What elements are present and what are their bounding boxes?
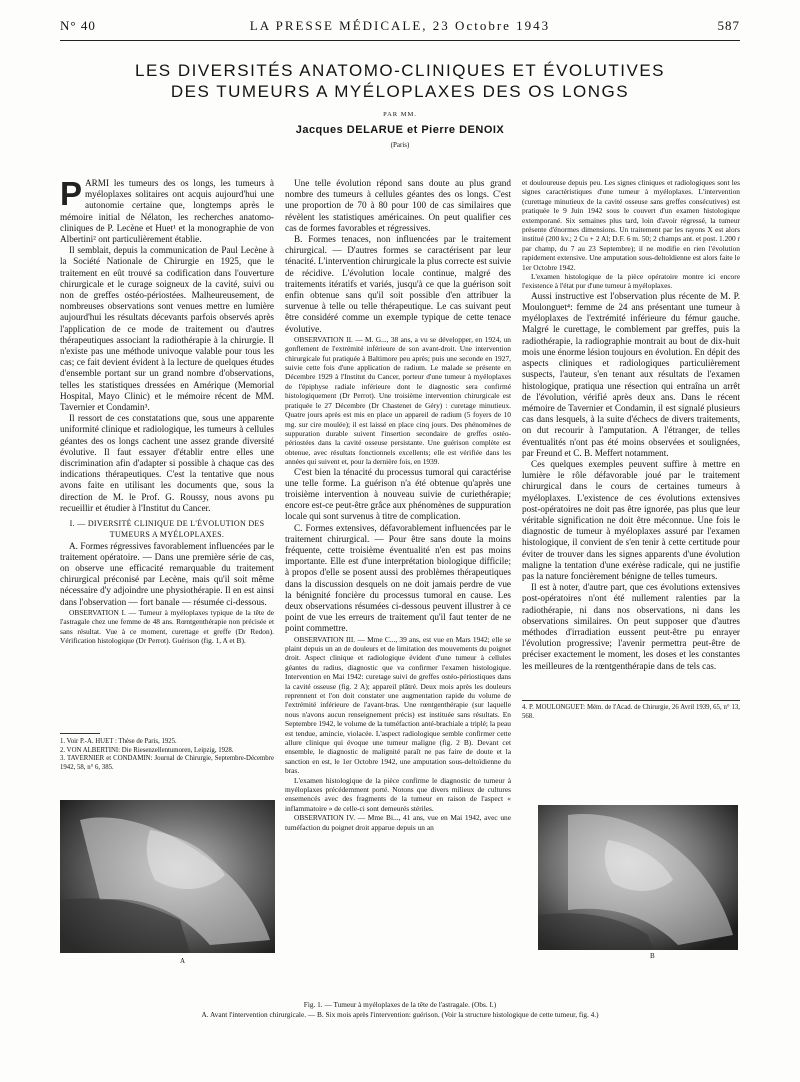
- observation-2: OBSERVATION II. — M. G..., 38 ans, a vu se développer, en 1924, un gonflement de l'extrémité inférieure de son avant-droit. Une intervention chirurgicale fut pratiquée à Baltimore peu après; puis une seconde en 1927, suivie cette fois d'une application de radium. Le malade se présente en Décembre 1929 à l'Institut du Cancer, porteur d'une tumeur à myéloplaxes de l'épiphyse radiale inférieure dont le diagnostic sera confirmé histologiquement (Dr Perrot). Une troisième intervention chirurgicale est pratiquée le 27 Décembre (Dr Chastenet de Géry) : curetage minutieux. Quatre jours après est mis en place un appareil de radium (5 foyers de 10 mg. sur cire moulée); il est laissé en place cinq jours. Des phénomènes de suppuration durable suivent l'insertion secondaire de greffes ostéo-périostées dans la cavité osseuse persistante. Une guérison complète est obtenue, avec résultats fonctionnels excellents; elle est vérifiée dans les années qui suivent et, pour la dernière fois, en 1939.: [285, 334, 511, 467]
- paragraph: Ces quelques exemples peuvent suffire à mettre en lumière le rôle défavorable joué par le traitement chirurgical dans le cours de certaines tumeurs à myéloplaxes. L'existence de ces évolutions extensives post-opératoires ne doit pas être ignorée, pas plus que leur véritable signification ne doit être méconnue. Une fois le diagnostic de tumeur à myéloplaxes assuré par l'examen histologique, il convient de s'en tenir à cette certitude pour éviter de trouver dans les signes apparents d'une évolution maligne la tentation d'une exérèse radicale, qui ne justifie pas la nature foncièrement bénigne de telles tumeurs.: [522, 458, 740, 581]
- title-line-1: LES DIVERSITÉS ANATOMO-CLINIQUES ET ÉVOLUTIVES: [134, 61, 665, 80]
- authors: Jacques DELARUE et Pierre DENOIX: [295, 124, 505, 136]
- figure-label-b: B: [650, 952, 655, 960]
- page-number: 587: [717, 18, 740, 33]
- caption-line-1: Fig. 1. — Tumeur à myéloplaxes de la tête de l'astragale. (Obs. I.): [303, 1000, 497, 1009]
- observation-3: OBSERVATION III. — Mme C..., 39 ans, est vue en Mars 1942; elle se plaint depuis un an de douleurs et de limitation des mouvements du poignet droit. Aspect clinique et radiologique évident d'une tumeur à cellules géantes du radius, diagnostic que va confirmer l'examen histologique. Intervention en Mai 1942: curetage suivi de greffes ostéo-périostiques dans la cavité osseuse (fig. 2 A); appareil plâtré. Deux mois après les douleurs reprennent et l'on doit constater une augmentation rapide du volume de l'extrémité inférieure de l'avant-bras. Une rœntgenthérapie (sur laquelle nous n'avons aucun renseignement précis) est instituée sans résultats. En Septembre 1942, le volume de la tuméfaction anté-brachiale a triplé; la peau est tendue, amincie, violacée. L'aspect radiologique semble confirmer cette allure clinique qui évoque une tumeur maligne (fig. 2 B). Devant cet ensemble, le diagnostic de malignité paraît ne pas faire de doute et la sanction en est, le 1er Octobre 1942, une amputation sous-deltoïdienne du bras.: [285, 634, 511, 776]
- paragraph: Il ressort de ces constatations que, sous une apparente uniformité clinique et radiologique, les tumeurs à cellules géantes des os longs cachent une assez grande diversité évolutive. Il faut essayer d'établir entre elles une discrimination afin d'adapter si possible à chaque cas des indications thérapeutiques. C'est la tentative que nous avons faite en utilisant les documents que, sous la direction de M. le Prof. G. Roussy, nous avons pu recueillir et étudier à l'Institut du Cancer.: [60, 413, 274, 513]
- article-title: [60, 60, 740, 102]
- caption-line-2: A. Avant l'intervention chirurgicale. — B. Six mois après l'intervention: guérison. (Voir la structure histologique de cette tumeur, fig. 4.): [201, 1010, 599, 1019]
- title-line-2: DES TUMEURS A MYÉLOPLAXES DES OS LONGS: [170, 82, 630, 101]
- observation-4-histology: L'examen histologique de la pièce opératoire montre ici encore l'existence à l'état pur d'une tumeur à myéloplaxes.: [522, 272, 740, 291]
- paragraph: Aussi instructive est l'observation plus récente de M. P. Moulonguet⁴: femme de 24 ans présentant une tumeur à myéloplaxes de l'extrémité inférieure du fémur gauche. Malgré le curettage, le comblement par greffes, puis la radiothérapie, la radiographie montrait au bout de dix-huit mois une énorme lésion toujours en évolution. En dépit des aspects cliniques et radiologiques particulièrement suspects, l'auteur, s'en tenant aux résultats de l'examen histologique, pratiqua une résection qui entraîna un arrêt de l'évolution, vérifié après deux ans. Dans le récent mémoire de Tavernier et Condamin, il est signalé plusieurs cas dans lesquels, à la suite d'échecs de divers traitements, on dut recourir à l'amputation. A l'étranger, de telles éventualités n'ont pas été moins observées et soulignées, par Freund et C. B. Meffert notamment.: [522, 290, 740, 458]
- paragraph: C'est bien la ténacité du processus tumoral qui caractérise une telle forme. La guérison n'a été obtenue qu'après une troisième intervention à nouveau suivie de curiethérapie; encore est-ce peut-être grâce aux phénomènes de suppuration locale qui sont survenus à titre de complication.: [285, 466, 511, 522]
- running-header: [60, 12, 740, 41]
- column-1: [60, 178, 274, 686]
- affiliation: (Paris): [390, 141, 410, 149]
- footnote: 3. TAVERNIER et CONDAMIN: Journal de Chirurgie, Septembre-Décembre 1942, 58, n° 6, 385.: [60, 755, 274, 771]
- paragraph: Il est à noter, d'autre part, que ces évolutions extensives post-opératoires n'ont été nullement ralenties par la radiothérapie, ni dans nos observations, ni dans les observations similaires. On peut supposer que d'autres méthodes d'irradiation eussent peut-être pu enrayer l'évolution progressive; l'avenir permettra peut-être de préciser exactement le moment, les doses et les constantes les meilleures de la rœntgenthérapie dans de tels cas.: [522, 582, 740, 671]
- observation-3-histology: L'examen histologique de la pièce confirme le diagnostic de tumeur à myéloplaxes précédemment porté. Notons que divers milieux de cultures ensemencés avec des fragments de la tumeur en raison de l'aspect « inflammatoire » de celle-ci sont demeurés stériles.: [285, 775, 511, 813]
- by-line: PAR MM.: [383, 111, 417, 118]
- footnotes-col-1: [60, 738, 274, 778]
- paragraph: A. Formes régressives favorablement influencées par le traitement opératoire. — Dans une première série de cas, on observe une efficacité remarquable du traitement chirurgical préconisé par Lecène, mais qu'il soit même nécessaire d'y adjoindre une physiothérapie. Il en est ainsi dans l'observation — fort banale — résumée ci-dessous.: [60, 540, 274, 607]
- section-heading: I. — DIVERSITÉ CLINIQUE DE L'ÉVOLUTION DES TUMEURS A MYÉLOPLAXES.: [69, 519, 265, 540]
- observation-1: OBSERVATION I. — Tumeur à myéloplaxes typique de la tête de l'astragale chez une femme de 48 ans. Rœntgenthérapie non précisée et sans résultat. Vue à ce moment, curettage et greffe (Dr Redon). Vérification histologique (Dr Perrot). Guérison (fig. 1, A et B).: [60, 607, 274, 645]
- observation-4: OBSERVATION IV. — Mme Bi..., 41 ans, vue en Mai 1942, avec une tuméfaction du poignet droit apparue depuis un an: [285, 813, 511, 832]
- footnote-rule: [522, 700, 740, 701]
- footnotes-col-3: [522, 704, 740, 724]
- footnote-rule: [60, 733, 100, 734]
- xray-image-a: [60, 800, 275, 953]
- paragraph: Il semblait, depuis la communication de Paul Lecène à la Société Nationale de Chirurgie en 1925, que le traitement en eût trouvé sa codification dans l'ouverture chirurgicale et le curage soigneux de la cavité, suivi ou non de greffes ostéo-périostées. Malheureusement, de nombreuses observations sont venues mettre en lumière aujourd'hui les résultats décevants parfois observés après l'application de ce mode de traitement ou d'autres thérapeutiques associant la radiothérapie à la chirurgie. Il n'existe pas une méthode univoque valable pour tous les cas; ce fait devient évident à la lecture de quelques études d'ensemble portant sur un grand nombre d'observations, telles les statistiques dressées en Amérique (Memorial Hospital, Mayo Clinic) et le mémoire récent de MM. Tavernier et Condamin³.: [60, 245, 274, 413]
- observation-4-continued: et douloureuse depuis peu. Les signes cliniques et radiologiques sont les signes caractéristiques d'une tumeur à myéloplaxes. L'intervention (curettage minutieux de la cavité osseuse sans greffes consécutives) est pratiquée le 9 Juin 1942 sous le couvert d'un examen histologique extemporané. Six semaines plus tard, loin d'avoir régressé, la tumeur présente d'énormes dimensions. Un traitement par les rayons X est alors institué (200 kv.; 2 Cu + 2 Al; D.F. 6 m. 50; 2 champs ant. et post. 1.200 r par champ, du 7 au 23 Septembre); il ne modifie en rien l'évolution rapidement extensive. Une amputation sous-deltoïdienne est alors faite le 1er Octobre 1942.: [522, 178, 740, 272]
- column-3: [522, 178, 740, 690]
- paragraph: Une telle évolution répond sans doute au plus grand nombre des tumeurs à cellules géantes des os longs. C'est une proportion de 70 à 80 pour 100 de cas similaires que révèlent les statistiques américaines. On peut qualifier ces cas de formes favorables et régressives.: [285, 178, 511, 233]
- issue-number: N° 40: [60, 18, 96, 33]
- journal-title: LA PRESSE MÉDICALE, 23 Octobre 1943: [249, 18, 551, 33]
- figure-label-a: A: [180, 957, 186, 965]
- paragraph: C. Formes extensives, défavorablement influencées par le traitement chirurgical. — Pour être sans doute la moins fréquente, cette troisième éventualité n'en est pas moins importante. Elle est d'une interprétation biologique difficile; à propos d'elle se posent aussi des problèmes thérapeutiques dans la discussion desquels on ne doit jamais perdre de vue la bénignité foncière du processus tumoral en cause. Les deux observations résumées ci-dessous peuvent illustrer à ce point de vue les erreurs de traitement qu'il faut tenter de ne point commettre.: [285, 522, 511, 634]
- footnote: 2. VON ALBERTINI: Die Riesenzellentumoren, Leipzig, 1928.: [60, 746, 234, 754]
- xray-image-b: [538, 805, 738, 950]
- figure-caption: [60, 1000, 740, 1020]
- footnote: 4. P. MOULONGUET: Mém. de l'Acad. de Chirurgie, 26 Avril 1939, 65, n° 13, 568.: [522, 704, 740, 720]
- paragraph: B. Formes tenaces, non influencées par le traitement chirurgical. — D'autres formes se caractérisent par leur ténacité. L'intervention chirurgicale la plus correcte est suivie de récidive. L'évolution locale continue, malgré des traitements itératifs et variés, jusqu'à ce que la guérison soit enfin obtenue sans qu'il soit possible d'en attribuer la survenue à telle ou telle thérapeutique. Le cas suivant peut être considéré comme un exemple typique de cette tenace évolutive.: [285, 234, 511, 334]
- drop-cap: P: [60, 178, 83, 212]
- intro-paragraph: PARMI les tumeurs des os longs, les tumeurs à myéloplaxes solitaires ont acquis aujourd'hui une autonomie certaine que, longtemps après le mémoire initial de Nélaton, les recherches anatomo-cliniques de P. Lecène et Huet¹ et la monographie de von Albertini² ont particulièrement établie.: [60, 178, 274, 245]
- column-2: [285, 178, 511, 973]
- footnote: 1. Voir P.-A. HUET : Thèse de Paris, 1925.: [60, 738, 177, 745]
